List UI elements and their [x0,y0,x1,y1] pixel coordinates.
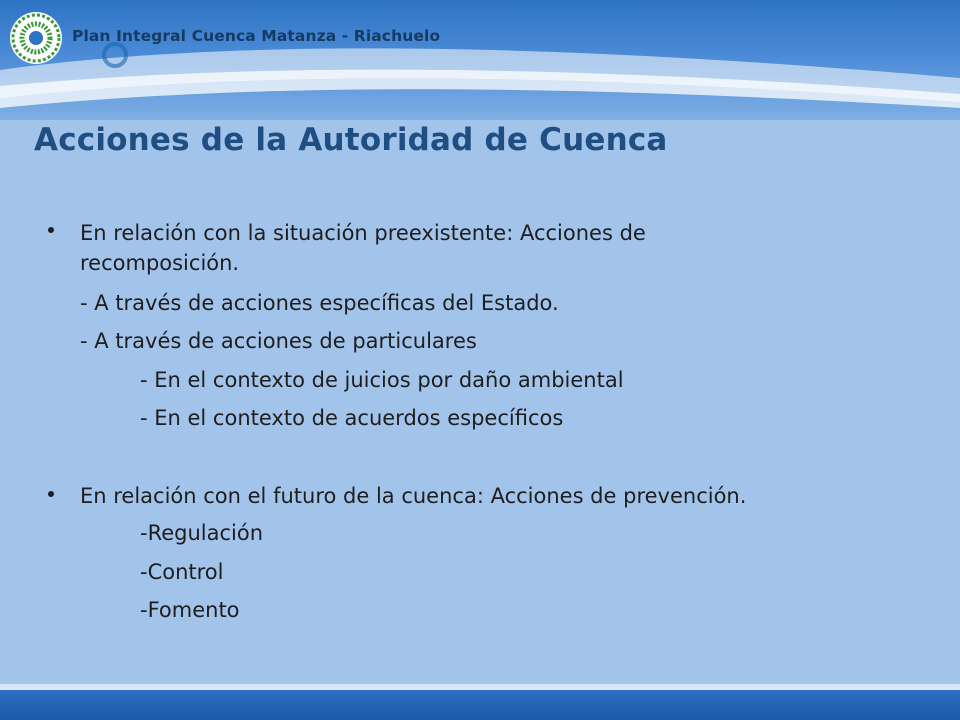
bullet-2-sub-1: -Regulación [140,521,264,545]
bullet-2-sub-2: -Control [140,560,224,584]
bullet-2-sub-3: -Fomento [140,598,240,622]
brand-name: Plan Integral Cuenca Matanza - Riachuelo [72,27,441,45]
bullet-1-subsub-2: - En el contexto de acuerdos específicos [140,406,564,430]
bullet-1-sub-1: - A través de acciones específicas del Estado. [80,291,559,315]
bullet-dot-icon [46,489,56,499]
header-wave-decoration [0,0,960,130]
bullet-1-sub-2: - A través de acciones de particulares [80,329,477,353]
slide-title: Acciones de la Autoridad de Cuenca [34,122,668,158]
sun-ring-logo-icon [8,10,64,66]
bullet-2-text: En relación con el futuro de la cuenca: Acciones de prevención. [80,484,747,508]
bullet-1-text: En relación con la situación preexistente: Acciones de recomposición. [80,221,646,275]
footer-bar [0,690,960,720]
bullet-1-subsub-1: - En el contexto de juicios por daño ambiental [140,368,624,392]
bullet-dot-icon [46,225,56,235]
